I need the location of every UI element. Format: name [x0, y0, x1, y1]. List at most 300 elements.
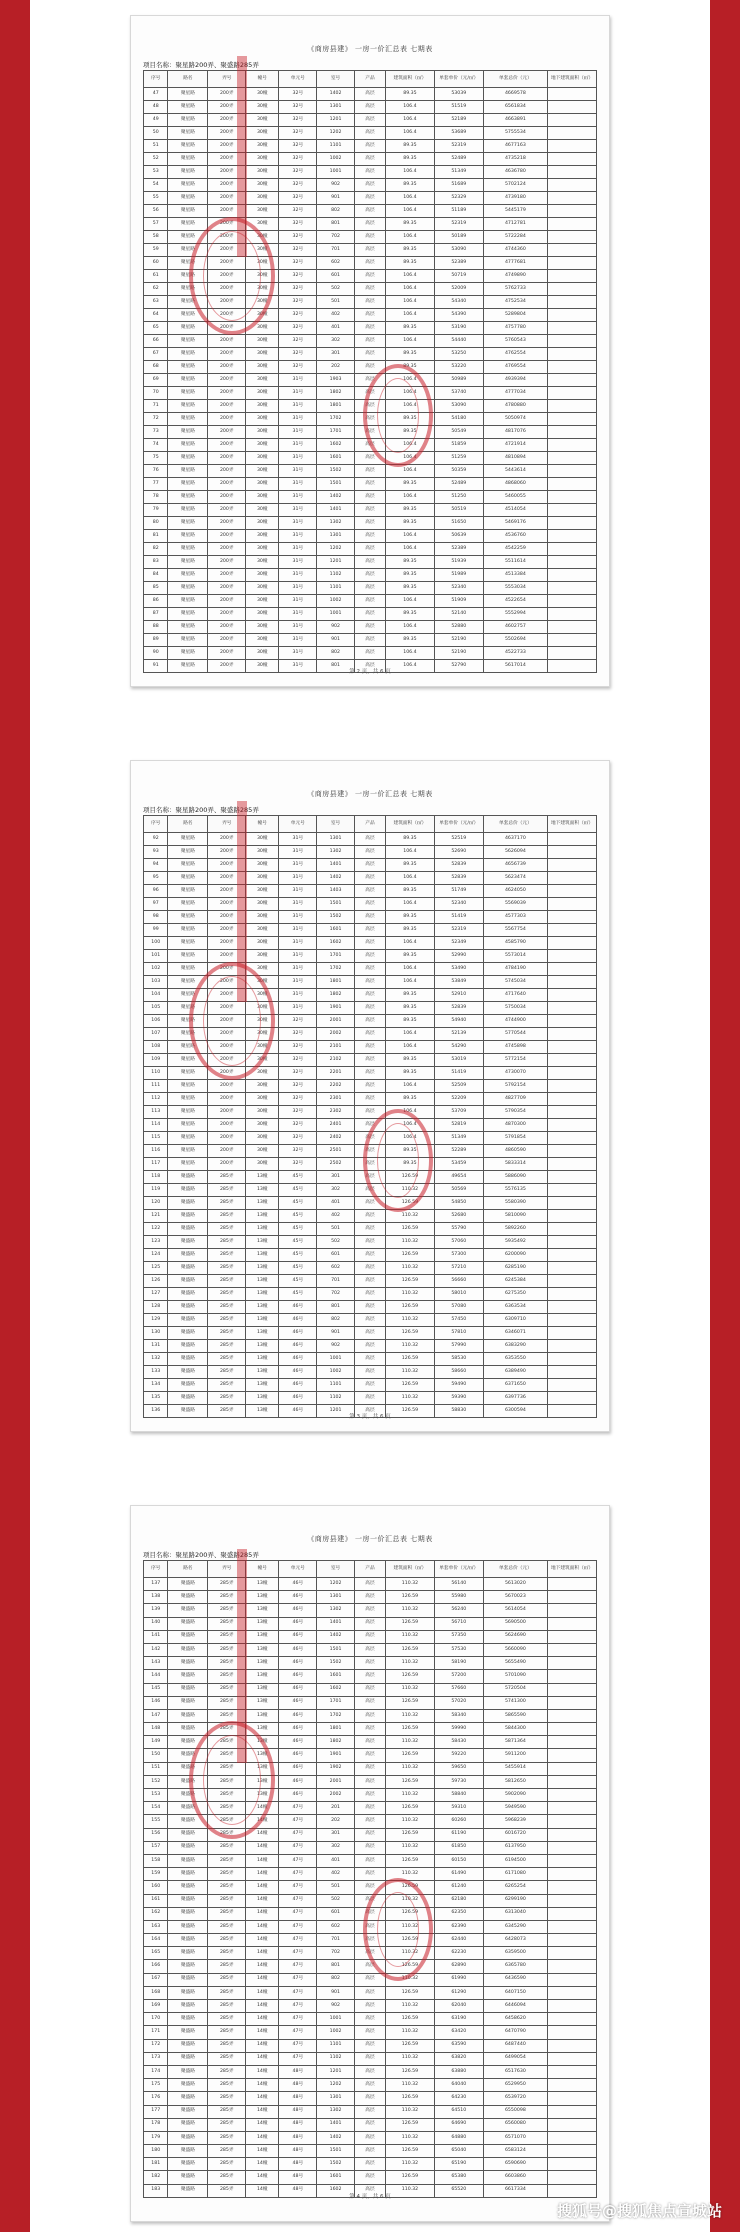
- table-cell: 聚盛路: [168, 1881, 208, 1894]
- table-cell: 126.59: [386, 1670, 435, 1683]
- table-cell: [548, 1947, 597, 1960]
- table-cell: 126.59: [386, 1353, 435, 1366]
- table-cell: 75: [144, 452, 168, 465]
- table-cell: 聚盛路: [168, 2184, 208, 2197]
- table-cell: 501: [317, 1223, 355, 1236]
- table-cell: 6275350: [483, 1288, 547, 1301]
- table-cell: 62: [144, 283, 168, 296]
- table-cell: 179: [144, 2131, 168, 2144]
- table-cell: 81: [144, 530, 168, 543]
- table-cell: 61990: [434, 1973, 483, 1986]
- table-cell: 高层: [354, 426, 385, 439]
- table-cell: [548, 1366, 597, 1379]
- table-cell: [548, 1960, 597, 1973]
- table-cell: 14幢: [246, 2158, 279, 2171]
- table-cell: 126.59: [386, 1643, 435, 1656]
- column-header: 单套单价（元/㎡）: [434, 816, 483, 833]
- table-cell: 902: [317, 179, 355, 192]
- table-cell: 200弄: [208, 374, 246, 387]
- table-cell: 31号: [279, 530, 317, 543]
- table-cell: 110.32: [386, 1709, 435, 1722]
- table-cell: 32号: [279, 1145, 317, 1158]
- table-cell: 30幢: [246, 846, 279, 859]
- table-row: [144, 283, 597, 296]
- table-cell: [548, 647, 597, 660]
- table-cell: 4663891: [483, 114, 547, 127]
- table-cell: 47号: [279, 1881, 317, 1894]
- table-cell: 110.32: [386, 1210, 435, 1223]
- table-cell: 89.35: [386, 569, 435, 582]
- table-cell: 60150: [434, 1854, 483, 1867]
- table-cell: 1402: [317, 1630, 355, 1643]
- table-cell: 30幢: [246, 127, 279, 140]
- table-cell: 聚盛路: [168, 1670, 208, 1683]
- table-cell: 46号: [279, 1723, 317, 1736]
- table-cell: 200弄: [208, 283, 246, 296]
- table-cell: 285弄: [208, 1815, 246, 1828]
- table-cell: 30幢: [246, 911, 279, 924]
- table-cell: 高层: [354, 231, 385, 244]
- table-cell: [548, 1894, 597, 1907]
- table-cell: [548, 2131, 597, 2144]
- table-cell: 聚星路: [168, 426, 208, 439]
- table-cell: 5902090: [483, 1789, 547, 1802]
- table-cell: 30幢: [246, 140, 279, 153]
- table-cell: 高层: [354, 166, 385, 179]
- table-row: [144, 859, 597, 872]
- table-row: [144, 1815, 597, 1828]
- document-title: 《商房县建》 一房一价汇总表 七期表: [307, 790, 433, 798]
- table-cell: 2002: [317, 1028, 355, 1041]
- table-cell: 61850: [434, 1841, 483, 1854]
- table-row: [144, 1132, 597, 1145]
- table-cell: 46号: [279, 1379, 317, 1392]
- table-cell: 701: [317, 1934, 355, 1947]
- source-watermark: 搜狐号@搜狐焦点宣城站: [556, 2202, 722, 2220]
- table-cell: 高层: [354, 1405, 385, 1418]
- table-cell: 50639: [434, 530, 483, 543]
- table-cell: 110.32: [386, 2184, 435, 2197]
- table-cell: 200弄: [208, 634, 246, 647]
- table-cell: [548, 296, 597, 309]
- table-cell: 200弄: [208, 1002, 246, 1015]
- table-cell: 5755534: [483, 127, 547, 140]
- table-cell: 110.32: [386, 1578, 435, 1591]
- table-cell: 高层: [354, 2171, 385, 2184]
- column-header: 建筑面积（㎡）: [386, 1561, 435, 1578]
- table-cell: [548, 1815, 597, 1828]
- table-cell: 106.4: [386, 309, 435, 322]
- table-cell: 285弄: [208, 1630, 246, 1643]
- table-cell: 47号: [279, 1868, 317, 1881]
- table-cell: 高层: [354, 309, 385, 322]
- table-cell: [548, 1736, 597, 1749]
- table-cell: 1001: [317, 2013, 355, 2026]
- table-cell: 51419: [434, 911, 483, 924]
- table-row: [144, 621, 597, 634]
- table-cell: 30幢: [246, 153, 279, 166]
- table-cell: 57060: [434, 1236, 483, 1249]
- table-cell: 1202: [317, 2079, 355, 2092]
- table-row: [144, 1683, 597, 1696]
- table-cell: 5617014: [483, 660, 547, 673]
- table-cell: 聚盛路: [168, 1696, 208, 1709]
- table-cell: 200弄: [208, 595, 246, 608]
- table-cell: 高层: [354, 647, 385, 660]
- table-cell: 31号: [279, 491, 317, 504]
- table-cell: 174: [144, 2065, 168, 2078]
- table-cell: 13幢: [246, 1275, 279, 1288]
- table-cell: 110.32: [386, 2105, 435, 2118]
- table-cell: 200弄: [208, 621, 246, 634]
- table-cell: 高层: [354, 2000, 385, 2013]
- table-cell: 30幢: [246, 950, 279, 963]
- table-cell: 聚盛路: [168, 1288, 208, 1301]
- table-cell: 6363534: [483, 1301, 547, 1314]
- table-cell: 6407150: [483, 1986, 547, 1999]
- table-cell: 13幢: [246, 1379, 279, 1392]
- table-cell: [548, 595, 597, 608]
- price-table: [143, 1560, 597, 2198]
- table-row: [144, 1723, 597, 1736]
- table-cell: 高层: [354, 1119, 385, 1132]
- table-cell: 高层: [354, 569, 385, 582]
- table-cell: 高层: [354, 1392, 385, 1405]
- table-row: [144, 2171, 597, 2184]
- table-cell: 46号: [279, 1789, 317, 1802]
- table-cell: 高层: [354, 1643, 385, 1656]
- table-cell: 173: [144, 2052, 168, 2065]
- table-cell: 高层: [354, 1920, 385, 1933]
- table-cell: [548, 374, 597, 387]
- column-header: 建筑面积（㎡）: [386, 816, 435, 833]
- table-cell: 72: [144, 413, 168, 426]
- table-cell: 110.32: [386, 1314, 435, 1327]
- table-cell: 聚星路: [168, 1106, 208, 1119]
- table-cell: [548, 1236, 597, 1249]
- table-cell: 84: [144, 569, 168, 582]
- table-cell: 106.4: [386, 166, 435, 179]
- table-cell: [548, 361, 597, 374]
- table-cell: 2102: [317, 1054, 355, 1067]
- table-cell: 14幢: [246, 2013, 279, 2026]
- column-header: 路名: [168, 71, 208, 88]
- table-cell: 158: [144, 1854, 168, 1867]
- table-cell: 702: [317, 231, 355, 244]
- table-row: [144, 1184, 597, 1197]
- table-cell: [548, 205, 597, 218]
- table-cell: 200弄: [208, 205, 246, 218]
- table-cell: 高层: [354, 1314, 385, 1327]
- table-cell: [548, 1340, 597, 1353]
- table-cell: 30幢: [246, 218, 279, 231]
- table-cell: 802: [317, 205, 355, 218]
- table-cell: 聚星路: [168, 660, 208, 673]
- table-cell: 202: [317, 361, 355, 374]
- table-cell: 1501: [317, 1643, 355, 1656]
- table-cell: 32号: [279, 1028, 317, 1041]
- table-cell: 30幢: [246, 1145, 279, 1158]
- table-cell: 31号: [279, 387, 317, 400]
- table-cell: 31号: [279, 582, 317, 595]
- table-cell: 高层: [354, 127, 385, 140]
- table-cell: 601: [317, 270, 355, 283]
- table-cell: 302: [317, 1184, 355, 1197]
- table-cell: 52819: [434, 1119, 483, 1132]
- table-cell: 6436590: [483, 1973, 547, 1986]
- table-cell: 聚星路: [168, 898, 208, 911]
- table-cell: 1002: [317, 595, 355, 608]
- table-cell: 聚星路: [168, 166, 208, 179]
- table-cell: 301: [317, 1828, 355, 1841]
- table-cell: 4739180: [483, 192, 547, 205]
- table-cell: 285弄: [208, 1775, 246, 1788]
- table-cell: 4677163: [483, 140, 547, 153]
- table-cell: 45号: [279, 1288, 317, 1301]
- table-cell: 聚星路: [168, 634, 208, 647]
- table-cell: 181: [144, 2158, 168, 2171]
- table-cell: 200弄: [208, 976, 246, 989]
- table-row: [144, 400, 597, 413]
- table-cell: 49: [144, 114, 168, 127]
- table-cell: 聚盛路: [168, 2039, 208, 2052]
- table-cell: 6529950: [483, 2079, 547, 2092]
- table-cell: [548, 1696, 597, 1709]
- table-cell: 4769554: [483, 361, 547, 374]
- table-cell: 52839: [434, 1002, 483, 1015]
- table-cell: 285弄: [208, 1973, 246, 1986]
- table-cell: 143: [144, 1657, 168, 1670]
- table-cell: 47号: [279, 1894, 317, 1907]
- table-cell: 高层: [354, 1683, 385, 1696]
- table-cell: 52009: [434, 283, 483, 296]
- table-cell: 5690500: [483, 1617, 547, 1630]
- table-cell: 126.59: [386, 1591, 435, 1604]
- table-row: [144, 1630, 597, 1643]
- table-cell: 14幢: [246, 1828, 279, 1841]
- table-cell: 200弄: [208, 309, 246, 322]
- table-cell: 50519: [434, 504, 483, 517]
- table-cell: 285弄: [208, 1249, 246, 1262]
- table-cell: 高层: [354, 556, 385, 569]
- column-header: 单元号: [279, 816, 317, 833]
- table-cell: 14幢: [246, 1907, 279, 1920]
- table-cell: 4721914: [483, 439, 547, 452]
- table-cell: [548, 1223, 597, 1236]
- table-cell: 30幢: [246, 647, 279, 660]
- table-cell: 85: [144, 582, 168, 595]
- table-cell: 156: [144, 1828, 168, 1841]
- table-cell: 53019: [434, 1054, 483, 1067]
- table-cell: 163: [144, 1920, 168, 1933]
- table-cell: 125: [144, 1262, 168, 1275]
- table-cell: [548, 1067, 597, 1080]
- table-cell: 100: [144, 937, 168, 950]
- table-cell: 52910: [434, 989, 483, 1002]
- table-cell: 1502: [317, 465, 355, 478]
- table-cell: 32号: [279, 166, 317, 179]
- table-cell: 5573014: [483, 950, 547, 963]
- table-cell: 32号: [279, 361, 317, 374]
- table-cell: 89.35: [386, 153, 435, 166]
- table-row: [144, 1262, 597, 1275]
- table-cell: 88: [144, 621, 168, 634]
- column-header: 室号: [317, 816, 355, 833]
- table-cell: 32号: [279, 218, 317, 231]
- table-cell: 110.32: [386, 1683, 435, 1696]
- column-header: 幢号: [246, 71, 279, 88]
- table-cell: 高层: [354, 1054, 385, 1067]
- table-cell: 285弄: [208, 1604, 246, 1617]
- table-cell: 52389: [434, 543, 483, 556]
- table-cell: 5871364: [483, 1736, 547, 1749]
- table-cell: 200弄: [208, 989, 246, 1002]
- table-cell: 106.4: [386, 439, 435, 452]
- table-cell: 122: [144, 1223, 168, 1236]
- table-cell: 142: [144, 1643, 168, 1656]
- table-cell: 46号: [279, 1736, 317, 1749]
- table-cell: 200弄: [208, 1028, 246, 1041]
- table-row: [144, 1762, 597, 1775]
- table-cell: 聚星路: [168, 859, 208, 872]
- table-cell: 高层: [354, 1775, 385, 1788]
- table-cell: 6389490: [483, 1366, 547, 1379]
- table-cell: 高层: [354, 963, 385, 976]
- table-cell: 47号: [279, 1947, 317, 1960]
- table-cell: 1201: [317, 2065, 355, 2078]
- table-cell: 高层: [354, 1132, 385, 1145]
- table-cell: 901: [317, 1327, 355, 1340]
- table-cell: 51: [144, 140, 168, 153]
- table-cell: 高层: [354, 517, 385, 530]
- table-cell: 30幢: [246, 976, 279, 989]
- project-subtitle: 项目名称：聚星路200弄、聚盛路285弄: [143, 61, 259, 69]
- table-cell: 14幢: [246, 1934, 279, 1947]
- table-cell: 聚星路: [168, 1158, 208, 1171]
- table-cell: 57450: [434, 1314, 483, 1327]
- table-cell: 30幢: [246, 660, 279, 673]
- table-cell: 51189: [434, 205, 483, 218]
- table-cell: 高层: [354, 937, 385, 950]
- table-cell: 高层: [354, 2158, 385, 2171]
- table-cell: 聚星路: [168, 140, 208, 153]
- table-cell: [548, 2065, 597, 2078]
- table-cell: 48: [144, 101, 168, 114]
- table-cell: 4514054: [483, 504, 547, 517]
- table-cell: 2101: [317, 1041, 355, 1054]
- table-cell: 31号: [279, 963, 317, 976]
- table-cell: 2302: [317, 1106, 355, 1119]
- table-cell: 46号: [279, 1604, 317, 1617]
- table-cell: 126.59: [386, 1749, 435, 1762]
- table-cell: 6446094: [483, 2000, 547, 2013]
- table-cell: 50359: [434, 465, 483, 478]
- table-cell: [548, 1907, 597, 1920]
- table-cell: 1602: [317, 2184, 355, 2197]
- table-cell: 57350: [434, 1630, 483, 1643]
- table-cell: 200弄: [208, 348, 246, 361]
- table-cell: 285弄: [208, 1210, 246, 1223]
- table-cell: 31号: [279, 608, 317, 621]
- table-cell: 183: [144, 2184, 168, 2197]
- table-cell: 106.4: [386, 898, 435, 911]
- table-cell: 285弄: [208, 1894, 246, 1907]
- table-cell: [548, 400, 597, 413]
- table-cell: 502: [317, 283, 355, 296]
- table-row: [144, 205, 597, 218]
- table-cell: 聚盛路: [168, 2145, 208, 2158]
- table-cell: 902: [317, 1340, 355, 1353]
- table-cell: 602: [317, 1920, 355, 1933]
- table-cell: 聚盛路: [168, 2118, 208, 2131]
- table-cell: 4636780: [483, 166, 547, 179]
- table-row: [144, 218, 597, 231]
- table-cell: 32号: [279, 231, 317, 244]
- table-cell: 31号: [279, 465, 317, 478]
- table-cell: 64690: [434, 2118, 483, 2131]
- table-cell: 聚盛路: [168, 1197, 208, 1210]
- table-cell: 聚盛路: [168, 2026, 208, 2039]
- table-cell: 200弄: [208, 1119, 246, 1132]
- table-cell: [548, 582, 597, 595]
- table-row: [144, 335, 597, 348]
- table-cell: [548, 179, 597, 192]
- table-row: [144, 1894, 597, 1907]
- table-cell: 52190: [434, 647, 483, 660]
- table-cell: 31号: [279, 517, 317, 530]
- table-cell: 106.4: [386, 127, 435, 140]
- table-cell: 13幢: [246, 1709, 279, 1722]
- table-cell: 6371650: [483, 1379, 547, 1392]
- table-cell: 聚盛路: [168, 1907, 208, 1920]
- table-cell: 52489: [434, 478, 483, 491]
- table-cell: 31号: [279, 846, 317, 859]
- table-cell: 31号: [279, 426, 317, 439]
- table-cell: 58430: [434, 1736, 483, 1749]
- table-cell: 52: [144, 153, 168, 166]
- table-row: [144, 1960, 597, 1973]
- table-cell: 30幢: [246, 937, 279, 950]
- table-cell: 高层: [354, 2079, 385, 2092]
- table-cell: 5511614: [483, 556, 547, 569]
- table-cell: 53190: [434, 322, 483, 335]
- table-cell: 4752534: [483, 296, 547, 309]
- table-cell: [548, 1353, 597, 1366]
- table-cell: [548, 2000, 597, 2013]
- table-cell: 14幢: [246, 2092, 279, 2105]
- table-cell: 高层: [354, 1184, 385, 1197]
- table-cell: 高层: [354, 950, 385, 963]
- table-cell: [548, 1249, 597, 1262]
- table-cell: 5553034: [483, 582, 547, 595]
- table-cell: 126.59: [386, 2013, 435, 2026]
- table-cell: 63880: [434, 2065, 483, 2078]
- table-row: [144, 88, 597, 101]
- table-cell: 200弄: [208, 1093, 246, 1106]
- table-cell: [548, 244, 597, 257]
- table-cell: 5760543: [483, 335, 547, 348]
- table-cell: 4744900: [483, 1015, 547, 1028]
- table-cell: 31号: [279, 556, 317, 569]
- table-cell: 聚盛路: [168, 1789, 208, 1802]
- table-cell: 14幢: [246, 2065, 279, 2078]
- table-cell: 131: [144, 1340, 168, 1353]
- table-cell: [548, 2092, 597, 2105]
- column-header: 单套总价（元）: [483, 816, 547, 833]
- table-cell: 106.4: [386, 205, 435, 218]
- table-cell: 52489: [434, 153, 483, 166]
- table-cell: 聚星路: [168, 543, 208, 556]
